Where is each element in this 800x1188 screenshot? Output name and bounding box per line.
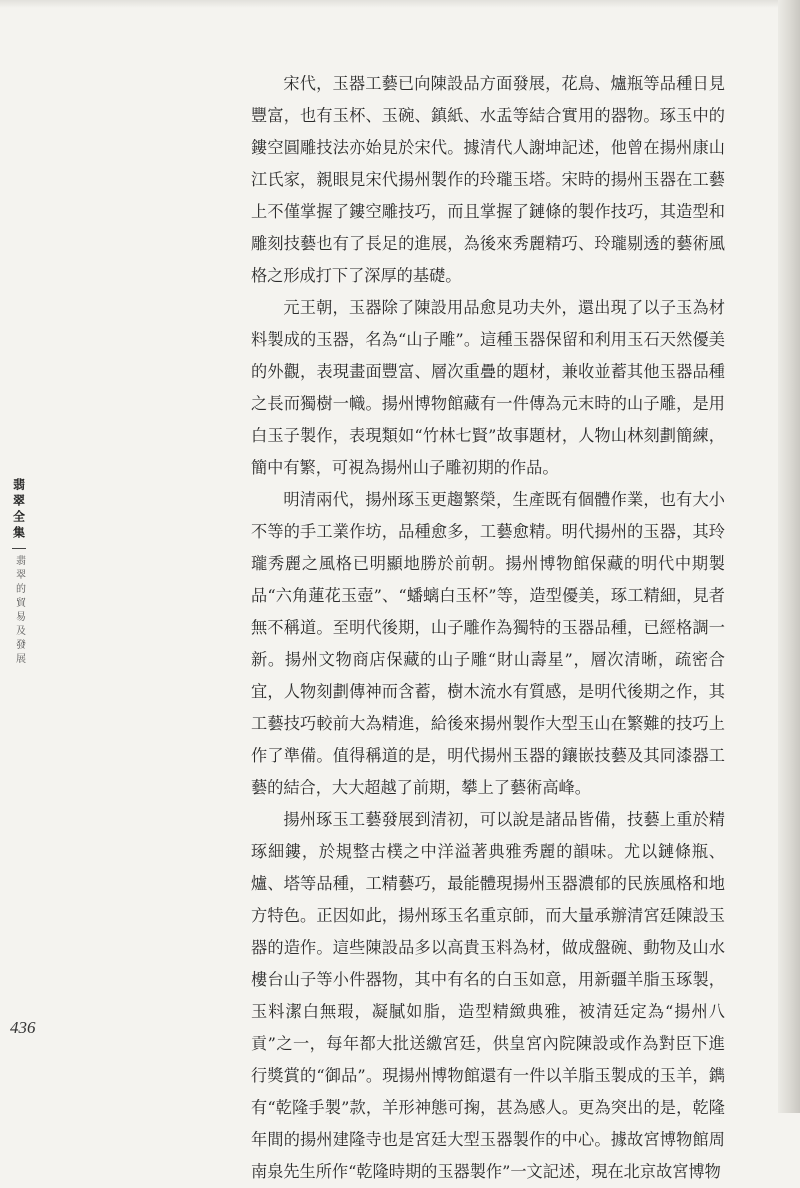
page-edge-shadow	[778, 0, 800, 1113]
series-title: 翡翠全集	[11, 478, 26, 542]
paragraph-ming-qing: 明清兩代，揚州琢玉更趨繁榮，生產既有個體作業，也有大小不等的手工業作坊，品種愈多，工藝愈精。明代揚州的玉器，其玲瓏秀麗之風格已明顯地勝於前朝。揚州博物館保藏的明代中期製品“六角蓮花玉壺”、“蟠螭白玉杯”等，造型優美，琢工精細，見者無不稱道。至明代後期，山子雕作為獨特的玉器品種，已經格調一新。揚州文物商店保藏的山子雕“財山壽星”，層次清晰，疏密合宜，人物刻劃傳神而含蓄，樹木流水有質感，是明代後期之作，其工藝技巧較前大為精進，給後來揚州製作大型玉山在繁難的技巧上作了準備。值得稱道的是，明代揚州玉器的鑲嵌技藝及其同漆器工藝的結合，大大超越了前期，攀上了藝術高峰。	[251, 490, 725, 797]
page-number: 436	[10, 1018, 36, 1037]
page-top-shadow	[0, 0, 800, 8]
chapter-title: 翡翠的貿易及發展	[13, 555, 25, 667]
body-text	[251, 68, 725, 1188]
paragraph-yuan-dynasty: 元王朝，玉器除了陳設用品愈見功夫外，還出現了以子玉為材料製成的玉器，名為“山子雕”。這種玉器保留和利用玉石天然優美的外觀，表現畫面豐富、層次重疊的題材，兼收並蓄其他玉器品種之長而獨樹一幟。揚州博物館藏有一件傳為元末時的山子雕，是用白玉子製作，表現類如“竹林七賢”故事題材，人物山林刻劃簡練，簡中有繁，可視為揚州山子雕初期的作品。	[251, 298, 725, 477]
sidebar-divider	[12, 548, 26, 549]
paragraph-song-dynasty: 宋代，玉器工藝已向陳設品方面發展，花鳥、爐瓶等品種日見豐富，也有玉杯、玉碗、鎮紙、水盂等結合實用的器物。琢玉中的鏤空圓雕技法亦始見於宋代。據清代人謝坤記述，他曾在揚州康山江氏家，親眼見宋代揚州製作的玲瓏玉塔。宋時的揚州玉器在工藝上不僅掌握了鏤空雕技巧，而且掌握了鏈條的製作技巧，其造型和雕刻技藝也有了長足的進展，為後來秀麗精巧、玲瓏剔透的藝術風格之形成打下了深厚的基礎。	[251, 74, 725, 285]
running-head-sidebar	[10, 478, 28, 667]
paragraph-early-qing: 揚州琢玉工藝發展到清初，可以說是諸品皆備，技藝上重於精琢細鏤，於規整古樸之中洋溢著典雅秀麗的韻味。尤以鏈條瓶、爐、塔等品種，工精藝巧，最能體現揚州玉器濃郁的民族風格和地方特色。正因如此，揚州琢玉名重京師，而大量承辦清宮廷陳設玉器的造作。這些陳設品多以高貴玉料為材，做成盤碗、動物及山水樓台山子等小件器物，其中有名的白玉如意，用新疆羊脂玉琢製，玉料潔白無瑕，凝膩如脂，造型精緻典雅，被清廷定為“揚州八貢”之一，每年都大批送繳宮廷，供皇宮內院陳設或作為對臣下進行獎賞的“御品”。現揚州博物館還有一件以羊脂玉製成的玉羊，鐫有“乾隆手製”款，羊形神態可掬，甚為感人。更為突出的是，乾隆年間的揚州建隆寺也是宮廷大型玉器製作的中心。據故宮博物館周南泉先生所作“乾隆時期的玉器製作”一文記述，現在北京故宮博物	[251, 810, 725, 1181]
